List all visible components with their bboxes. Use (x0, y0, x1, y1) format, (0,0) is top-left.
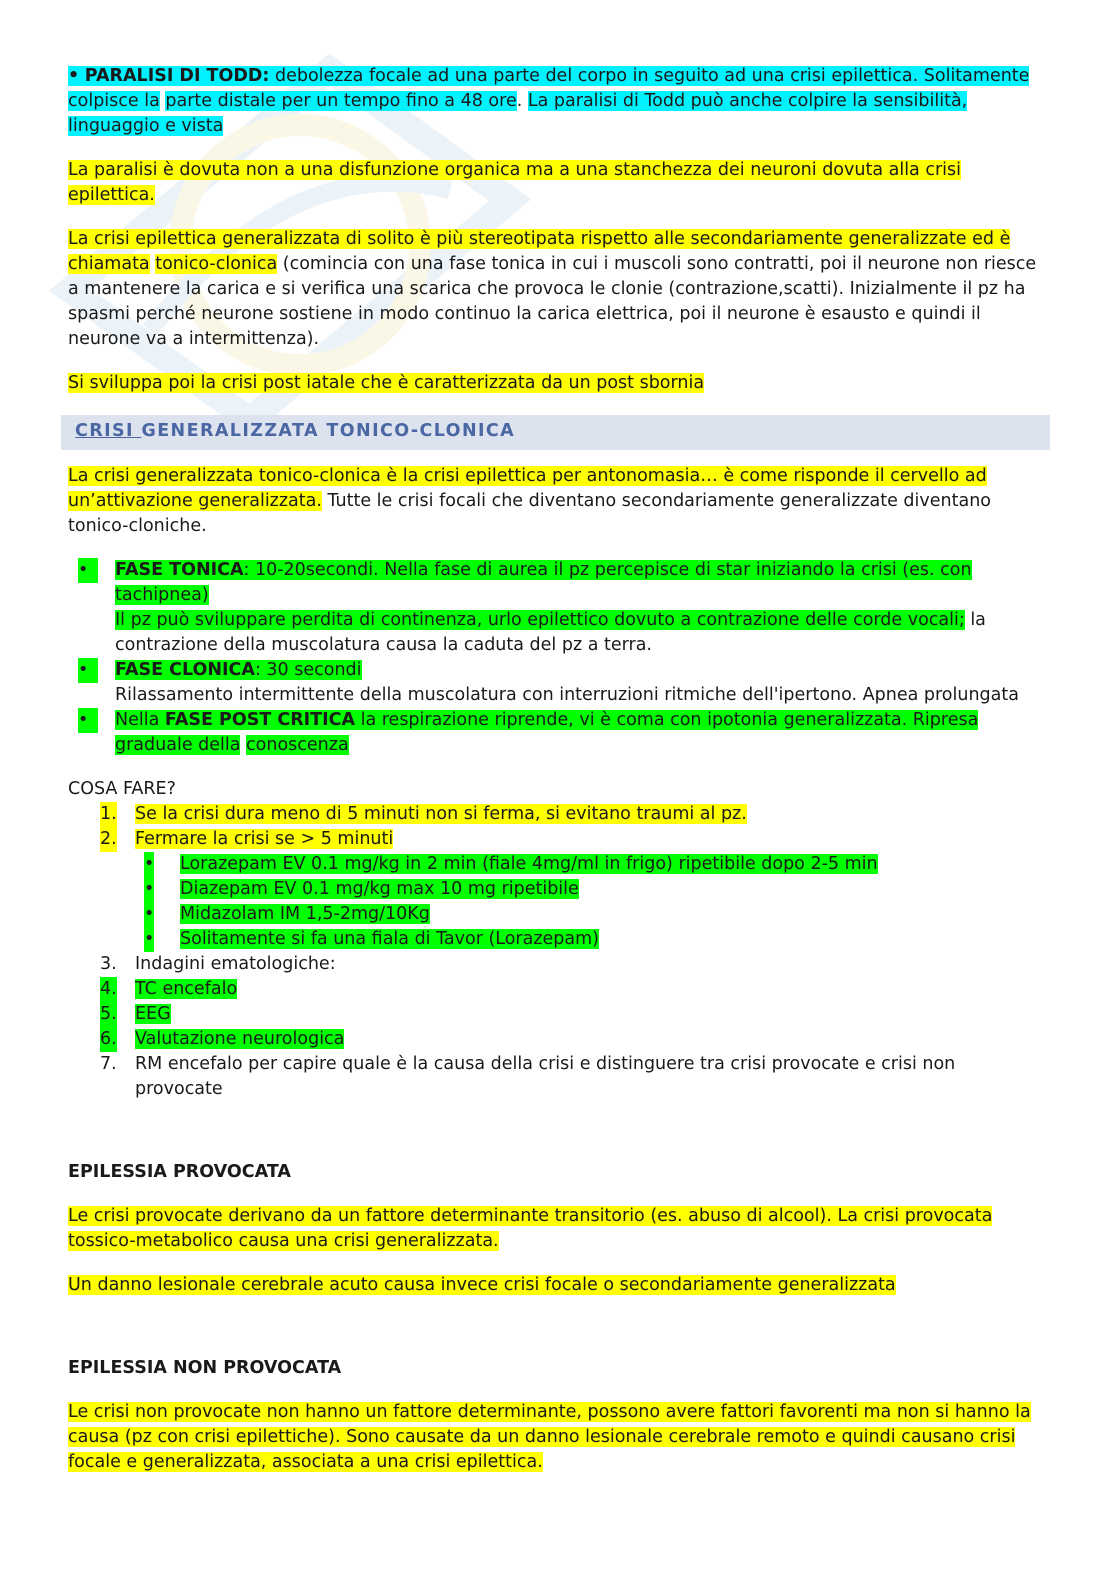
non-provocata-text: Le crisi non provocate non hanno un fattore determinante, possono avere fattori favorenti ma non si hanno la causa (pz con crisi epilettiche). Sono causate da un danno lesionale cerebrale remoto e quindi causano crisi focale e generalizzata, associata a una crisi epilettica. (68, 1402, 1031, 1472)
bullet-icon: • (144, 927, 154, 952)
todd-title: PARALISI DI TODD: (84, 66, 270, 86)
drug-item (68, 877, 1043, 902)
bullet-icon: • (78, 558, 98, 583)
section-heading-rest: GENERALIZZATA TONICO-CLONICA (141, 421, 516, 441)
non-provocata-heading: EPILESSIA NON PROVOCATA (68, 1358, 342, 1378)
drug-item (68, 852, 1043, 877)
generalized-text-2: tonico-clonica (155, 254, 278, 274)
cosa-fare-list (68, 802, 1043, 1102)
list-item-text: TC encefalo (135, 979, 238, 999)
phase-post-text: la respirazione riprende, vi è coma con ipotonia generalizzata. Ripresa graduale della (115, 710, 979, 755)
list-item (68, 802, 1043, 827)
post-ictal-text: Si sviluppa poi la crisi post iatale che è caratterizzata da un post sbornia (68, 373, 705, 393)
list-number: 2. (100, 827, 117, 852)
list-item-text: EEG (135, 1004, 171, 1024)
todd-text-2: Solitamente colpisce la (68, 66, 1030, 111)
generalized-text-1: La crisi epilettica generalizzata di solito è più stereotipata rispetto alle secondariamente generalizzate ed è chiamata (68, 229, 1011, 274)
phase-post-critica (68, 708, 1043, 758)
list-number: 6. (100, 1027, 117, 1052)
phase-post-text-2: conoscenza (246, 735, 349, 755)
list-item (68, 1027, 1043, 1052)
bullet-icon: • (144, 877, 154, 902)
drug-item-text: Midazolam IM 1,5-2mg/10Kg (180, 904, 430, 924)
list-number: 1. (100, 802, 117, 827)
phase-post-pre: Nella (115, 710, 165, 730)
bullet-icon: • (78, 658, 98, 683)
list-item (68, 1052, 1043, 1102)
phase-clonica-text: : 30 secondi (254, 660, 362, 680)
phase-tonica-title: FASE TONICA (115, 560, 244, 580)
paralysis-paragraph (68, 158, 1043, 208)
cosa-fare-title: COSA FARE? (68, 779, 176, 799)
cosa-fare-section (68, 777, 1043, 1102)
generalized-text-3: (comincia con una fase tonica in cui i muscoli sono contratti, poi il neurone non riesce a mantenere la carica e si verifica una scarica che provoca le clonie (contrazione,scatti). Inizialmente il pz ha spasmi perché neurone sostiene in modo continuo la carica elettrica, poi il neurone è esausto e quindi il neurone va a intermittenza). (68, 254, 1037, 349)
drug-item-text: Lorazepam EV 0.1 mg/kg in 2 min (fiale 4mg/ml in frigo) ripetibile dopo 2-5 min (180, 854, 878, 874)
section-heading-underlined: CRISI (75, 421, 142, 441)
bullet-icon: • (144, 852, 154, 877)
phase-tonica-text-2: Il pz può sviluppare perdita di continenza, urlo epilettico dovuto a contrazione delle corde vocali; (115, 610, 965, 630)
provocata-text-1: Le crisi provocate derivano da un fattore determinante transitorio (es. abuso di alcool). La crisi provocata tossico-metabolico causa una crisi generalizzata. (68, 1206, 993, 1251)
phase-tonica-text: : 10-20secondi. Nella fase di aurea il pz percepisce di star iniziando la crisi (es. con tachipnea) (115, 560, 972, 605)
bullet-icon: • (144, 902, 154, 927)
tonic-clonic-text-1: La crisi generalizzata tonico-clonica è la crisi epilettica per antonomasia… è come risponde il cervello ad un’attivazione generalizzata. (68, 466, 987, 511)
post-ictal-paragraph (68, 371, 1043, 396)
provocata-heading: EPILESSIA PROVOCATA (68, 1162, 291, 1182)
list-item-text: RM encefalo per capire quale è la causa della crisi e distinguere tra crisi provocate e crisi non provocate (135, 1054, 956, 1099)
list-item-text: Fermare la crisi se > 5 minuti (135, 829, 394, 849)
todd-text-1: debolezza focale ad una parte del corpo in seguito ad una crisi epilettica. (269, 66, 919, 86)
list-number: 5. (100, 1002, 117, 1027)
provocata-paragraph-1 (68, 1204, 1043, 1254)
non-provocata-paragraph (68, 1400, 1043, 1475)
phase-clonica-text-2: Rilassamento intermittente della muscolatura con interruzioni ritmiche dell'ipertono. Apnea prolungata (115, 685, 1019, 705)
list-number: 7. (100, 1054, 117, 1074)
list-number: 3. (100, 954, 117, 974)
list-number: 4. (100, 977, 117, 1002)
document-content (68, 64, 1043, 1494)
list-item (68, 952, 1043, 977)
list-item (68, 977, 1043, 1002)
list-item-text: Se la crisi dura meno di 5 minuti non si ferma, si evitano traumi al pz. (135, 804, 747, 824)
list-item (68, 827, 1043, 952)
provocata-text-2: Un danno lesionale cerebrale acuto causa invece crisi focale o secondariamente generalizzata (68, 1275, 896, 1295)
phase-clonica (68, 658, 1043, 708)
paralysis-text: La paralisi è dovuta non a una disfunzione organica ma a una stanchezza dei neuroni dovuta alla crisi epilettica. (68, 160, 962, 205)
list-item-text: Indagini ematologiche: (135, 954, 336, 974)
bullet-icon: • (78, 708, 98, 733)
todd-paragraph (68, 64, 1043, 139)
section-heading (61, 415, 1050, 450)
generalized-paragraph (68, 227, 1043, 352)
todd-bullet: • (68, 66, 80, 86)
drug-list (68, 852, 1043, 952)
tonic-clonic-paragraph (68, 464, 1043, 539)
drug-item-text: Diazepam EV 0.1 mg/kg max 10 mg ripetibile (180, 879, 579, 899)
todd-text-3: parte distale per un tempo fino a 48 ore (165, 91, 517, 111)
phase-post-title: FASE POST CRITICA (164, 710, 356, 730)
phase-tonica (68, 558, 1043, 658)
drug-item (68, 927, 1043, 952)
phase-clonica-title: FASE CLONICA (115, 660, 255, 680)
todd-text-4: . (516, 91, 523, 111)
drug-item (68, 902, 1043, 927)
tonic-clonic-text-2: Tutte le crisi focali che diventano secondariamente generalizzate diventano tonico-cloniche. (68, 491, 992, 536)
phases-list (68, 558, 1043, 758)
provocata-paragraph-2 (68, 1273, 1043, 1298)
phase-tonica-text-3: la contrazione della muscolatura causa la caduta del pz a terra. (115, 610, 986, 655)
todd-text-5: La paralisi di Todd può anche colpire la sensibilità, linguaggio e vista (68, 91, 968, 136)
list-item (68, 1002, 1043, 1027)
drug-item-text: Solitamente si fa una fiala di Tavor (Lorazepam) (180, 929, 600, 949)
list-item-text: Valutazione neurologica (135, 1029, 345, 1049)
